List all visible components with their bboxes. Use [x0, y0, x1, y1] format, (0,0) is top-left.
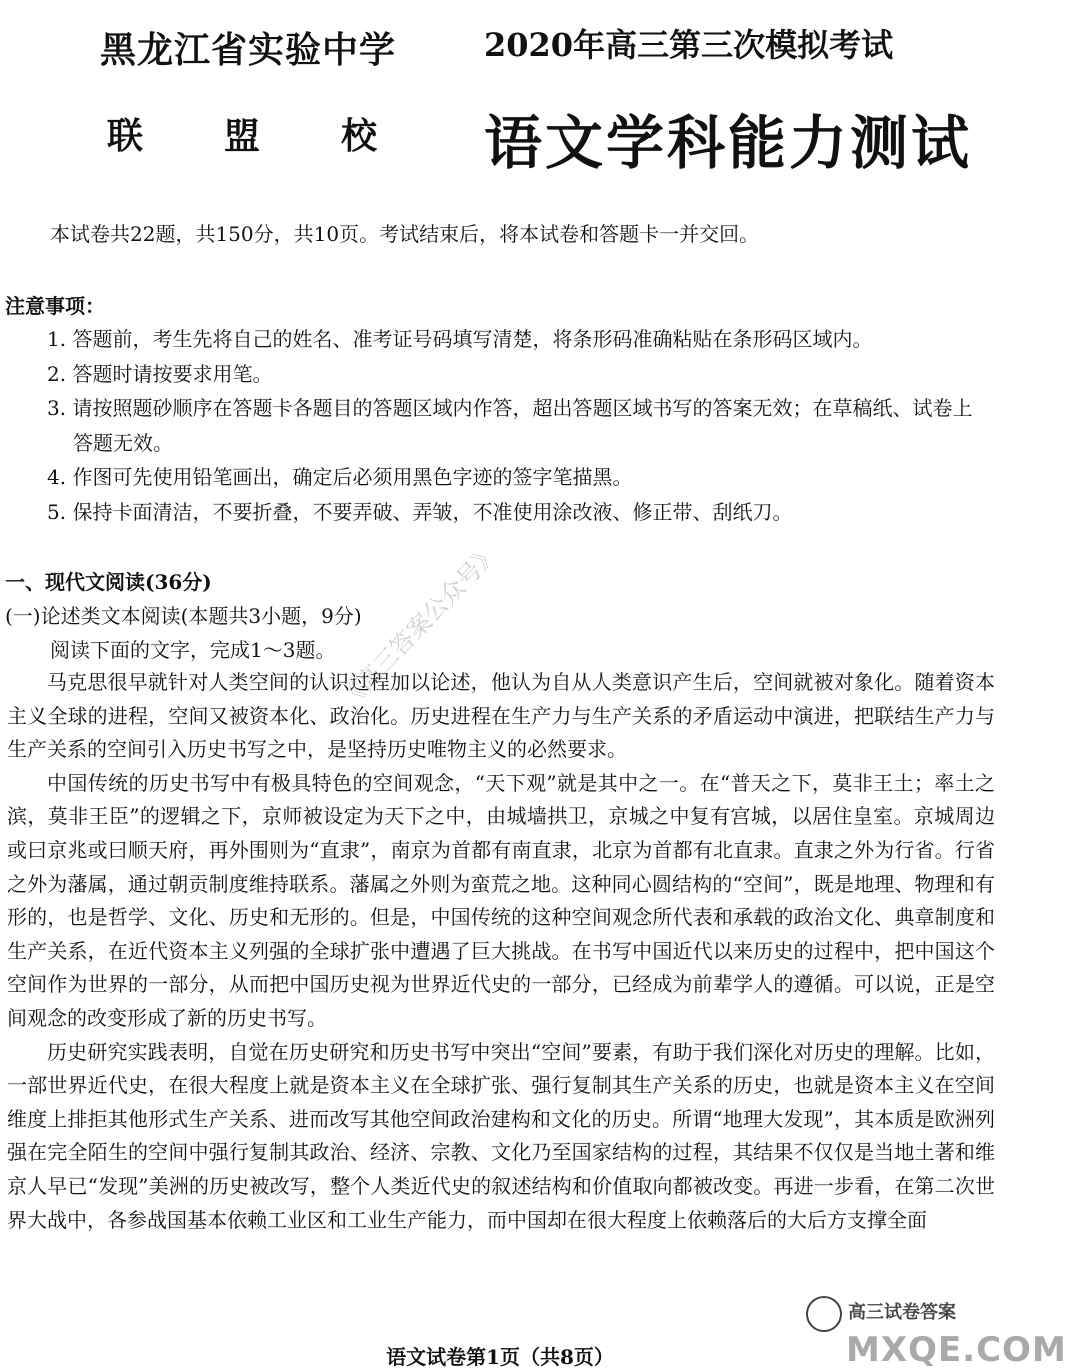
alliance-char: 校 [340, 115, 377, 157]
school-name: 黑龙江省实验中学 [100, 29, 397, 71]
passage-paragraph: 历史研究实践表明，自觉在历史研究和历史书写中突出“空间”要素，有助于我们深化对历史的理解。比如，一部世界近代史，在很大程度上就是资本主义在全球扩张、强行复制其生产关系的历史，也就是资本主义在空间维度上排拒其他形式生产关系、进而改写其他空间政治建构和文化的历史。所谓“地理大发现”，其本质是欧洲列强在完全陌生的空间中强行复制其政治、经济、宗教、文化乃至国家结构的过程，其结果不仅仅是当地土著和维京人早已“发现”美洲的历史被改写，整个人类近代史的叙述结构和价值取向都被改变。再进一步看，在第二次世界大战中，各参战国基本依赖工业区和工业生产能力，而中国却在很大程度上依赖落后的大后方支撑全面 [7, 1039, 995, 1232]
passage-paragraph: 中国传统的历史书写中有极具特色的空间观念，“天下观”就是其中之一。在“普天之下，莫非王土；率土之滨，莫非王臣”的逻辑之下，京师被设定为天下之中，由城墙拱卫，京城之中复有宫城，以居住皇室。京城周边或曰京兆或曰顺天府，再外围则为“直隶”，南京为首都有南直隶，北京为首都有北直隶。直隶之外为行省。行省之外为藩属，通过朝贡制度维持联系。藩属之外则为蛮荒之地。这种同心圆结构的“空间”，既是地理、物理和有形的，也是哲学、文化、历史和无形的。但是，中国传统的这种空间观念所代表和承载的政治文化、典章制度和生产关系，在近代资本主义列强的全球扩张中遭遇了巨大挑战。在书写中国近代以来历史的过程中，把中国这个空间作为世界的一部分，从而把中国历史视为世界近代史的一部分，已经成为前辈学人的遵循。可以说，正是空间观念的改变形成了新的历史书写。 [7, 770, 995, 1030]
notice-item: 5. 保持卡面清洁，不要折叠，不要弄破、弄皱，不准使用涂改液、修正带、刮纸刀。 [47, 499, 793, 524]
subject-title: 语文学科能力测试 [484, 109, 973, 177]
watermark-logo [806, 1296, 1067, 1370]
section-heading: 一、现代文阅读(36分) [5, 570, 212, 594]
reading-instruction: 阅读下面的文字，完成1～3题。 [50, 638, 336, 662]
alliance-label [107, 108, 377, 159]
logo-site: MXQE.COM [846, 1330, 1067, 1370]
page-footer: 语文试卷第1页（共8页） [386, 1345, 614, 1369]
exam-intro: 本试卷共22题，共150分，共10页。考试结束后，将本试卷和答题卡一并交回。 [50, 222, 760, 246]
notice-item: 2. 答题时请按要求用笔。 [47, 361, 273, 386]
exam-title: 2020年高三第三次模拟考试 [484, 26, 894, 64]
notice-list [47, 322, 987, 529]
logo-name: 高三试卷答案 [848, 1302, 956, 1323]
notice-item: 1. 答题前，考生先将自己的姓名、准考证号码填写清楚，将条形码准确粘贴在条形码区域内。 [47, 327, 873, 351]
notice-item: 4. 作图可先使用铅笔画出，确定后必须用黑色字迹的签字笔描黑。 [47, 465, 633, 489]
logo-circle-icon [806, 1296, 842, 1332]
notice-item: 3. 请按照题砂顺序在答题卡各题目的答题区域内作答，超出答题区域书写的答案无效；在草稿纸、试卷上答题无效。 [47, 396, 973, 455]
notice-heading: 注意事项： [5, 294, 105, 318]
reading-passage [7, 666, 995, 1237]
subsection-heading: (一)论述类文本阅读(本题共3小题，9分) [5, 604, 362, 628]
passage-paragraph: 马克思很早就针对人类空间的认识过程加以论述，他认为自从人类意识产生后，空间就被对象化。随着资本主义全球的进程，空间又被资本化、政治化。历史进程在生产力与生产关系的矛盾运动中演进，把联结生产力与生产关系的空间引入历史书写之中，是坚持历史唯物主义的必然要求。 [7, 670, 995, 762]
alliance-char: 联 [107, 115, 144, 157]
alliance-char: 盟 [223, 115, 260, 157]
watermark-text: 《高三答案公众号》 [334, 538, 505, 714]
